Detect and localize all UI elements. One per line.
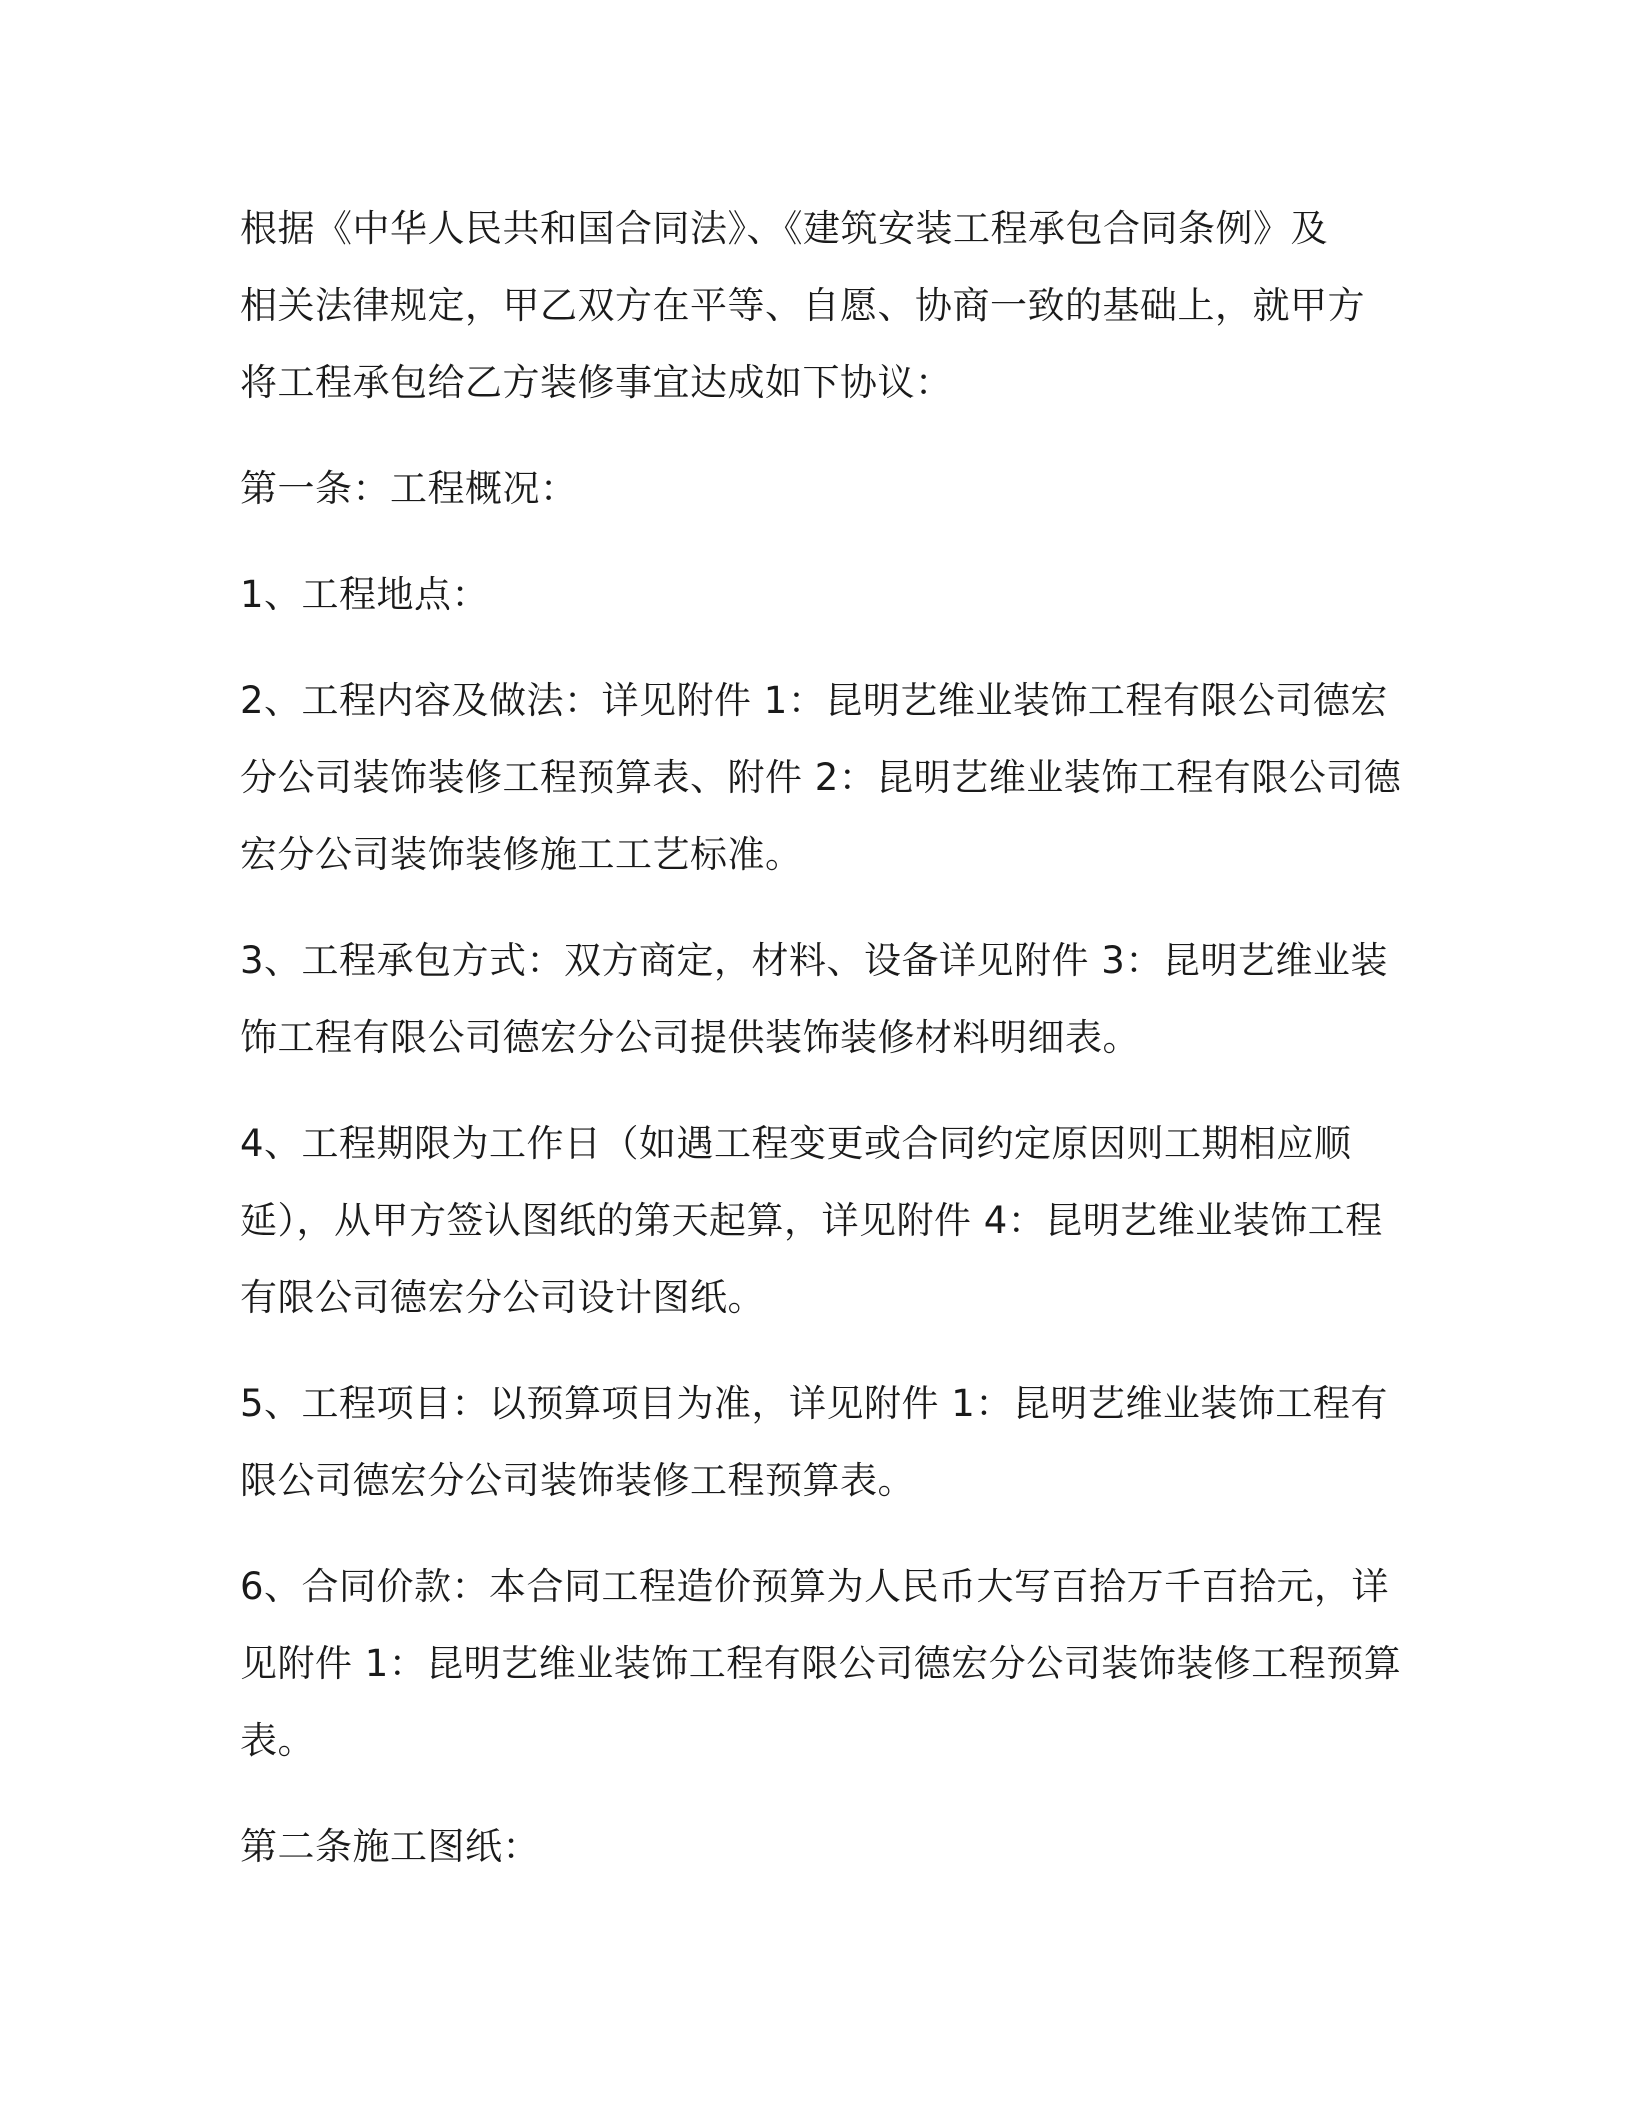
item-3-paragraph <box>240 922 1410 1076</box>
intro-line: 根据《中华人民共和国合同法》、《建筑安装工程承包合同条例》及 <box>240 207 1328 250</box>
item-line: 见附件 1：昆明艺维业装饰工程有限公司德宏分公司装饰装修工程预算 <box>240 1642 1402 1685</box>
item-line: 有限公司德宏分公司设计图纸。 <box>240 1276 765 1319</box>
item-1-paragraph <box>240 556 1410 633</box>
item-line: 5、工程项目：以预算项目为准，详见附件 1：昆明艺维业装饰工程有 <box>240 1382 1388 1425</box>
item-line: 分公司装饰装修工程预算表、附件 2：昆明艺维业装饰工程有限公司德 <box>240 756 1402 799</box>
item-line: 延），从甲方签认图纸的第天起算，详见附件 4：昆明艺维业装饰工程 <box>240 1199 1383 1242</box>
item-line: 1、工程地点： <box>240 573 490 616</box>
item-line: 2、工程内容及做法：详见附件 1：昆明艺维业装饰工程有限公司德宏 <box>240 679 1388 722</box>
intro-line: 将工程承包给乙方装修事宜达成如下协议： <box>240 361 953 404</box>
item-6-paragraph <box>240 1548 1410 1779</box>
item-line: 3、工程承包方式：双方商定，材料、设备详见附件 3：昆明艺维业装 <box>240 939 1388 982</box>
intro-paragraph <box>240 190 1410 421</box>
item-line: 6、合同价款：本合同工程造价预算为人民币大写百拾万千百拾元，详 <box>240 1565 1390 1608</box>
item-5-paragraph <box>240 1365 1410 1519</box>
article-2-heading-text: 第二条施工图纸： <box>240 1825 540 1868</box>
item-line: 饰工程有限公司德宏分公司提供装饰装修材料明细表。 <box>240 1016 1140 1059</box>
article-1-heading <box>240 450 1410 527</box>
article-2-heading <box>240 1808 1410 1885</box>
item-line: 限公司德宏分公司装饰装修工程预算表。 <box>240 1459 915 1502</box>
document-page <box>240 190 1410 1914</box>
article-1-heading-text: 第一条：工程概况： <box>240 467 578 510</box>
item-line: 表。 <box>240 1719 315 1762</box>
item-4-paragraph <box>240 1105 1410 1336</box>
item-2-paragraph <box>240 662 1410 893</box>
intro-line: 相关法律规定，甲乙双方在平等、自愿、协商一致的基础上，就甲方 <box>240 284 1365 327</box>
item-line: 4、工程期限为工作日（如遇工程变更或合同约定原因则工期相应顺 <box>240 1122 1352 1165</box>
item-line: 宏分公司装饰装修施工工艺标准。 <box>240 833 803 876</box>
